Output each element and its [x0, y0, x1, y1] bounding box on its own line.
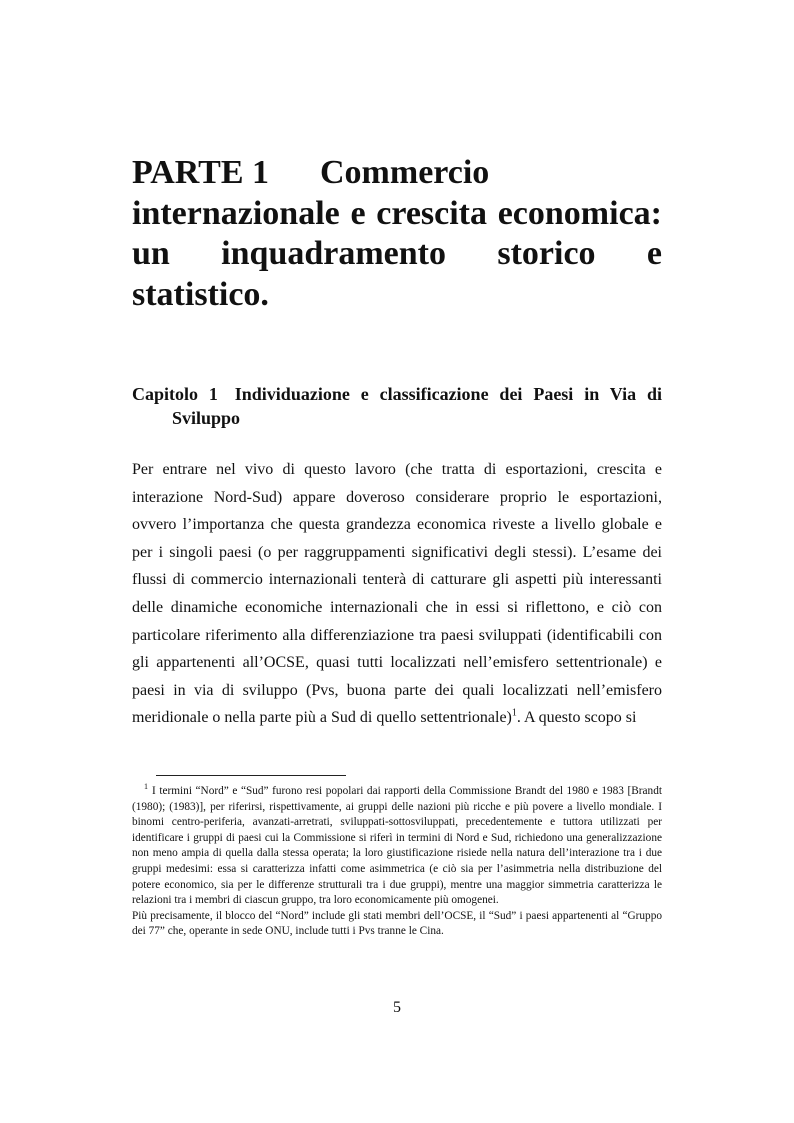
footnote-text: I termini “Nord” e “Sud” furono resi popolari dai rapporti della Commissione Brandt del 1980 e 1983 [Brandt (1980); (1983)], per riferirsi, rispettivamente, ai gruppi delle nazioni più ricche e più povere a livello mondiale. I binomi centro-periferia, avanzati-arretrati, sviluppati-sottosviluppati, precedentemente e tuttora utilizzati per identificare i gruppi di paesi cui la Commissione si riferì in termini di Nord e Sud, richiedono una generalizzazione non meno ampia di quella dalla stessa operata; la loro giustificazione risiede nella natura dell’interazione tra i due gruppi medesimi: essa si caratterizza infatti come asimmetrica (e ciò sia per l’asimmetria nella distribuzione del potere economico, sia per le differenze strutturali tra i due gruppi), mentre una maggior simmetria caratterizza le relazioni tra i membri di ciascun gruppo, tra loro economicamente più omogenei. — [132, 785, 662, 907]
body-paragraph — [132, 456, 662, 732]
chapter-number: Capitolo 1 — [132, 384, 218, 404]
page-number: 5 — [393, 999, 401, 1016]
footnote-reference[interactable]: 1 — [511, 708, 517, 720]
body-text: Per entrare nel vivo di questo lavoro (che tratta di esportazioni, crescita e interazione Nord-Sud) appare doveroso considerare proprio le esportazioni, ovvero l’importanza che questa grandezza economica riveste a livello globale e per i singoli paesi (o per raggruppamenti significativi degli stessi). L’esame dei flussi di commercio internazionali tenterà di catturare gli aspetti più interessanti delle dinamiche economiche internazionali che in essi si riflettono, e ciò con particolare riferimento alla differenziazione tra paesi sviluppati (identificabili con gli appartenenti all’OCSE, quasi tutti localizzati nell’emisfero settentrionale) e paesi in via di sviluppo (Pvs, buona parte dei quali localizzati nell’emisfero meridionale o nella parte più a Sud di quello settentrionale) — [132, 461, 662, 727]
document-page — [132, 0, 662, 1123]
footnote-marker: 1 — [144, 782, 148, 792]
chapter-heading — [132, 382, 662, 430]
footnote-separator — [156, 775, 346, 776]
part-title-text: Commercio internazionale e crescita economica: un inquadramento storico e statistico. — [132, 154, 662, 313]
footnote-paragraph — [132, 784, 662, 909]
footnote — [132, 784, 662, 940]
chapter-title: Individuazione e classificazione dei Paesi in Via di Sviluppo — [172, 384, 662, 428]
footnote-paragraph-2: Più precisamente, il blocco del “Nord” include gli stati membri dell’OCSE, il “Sud” i paesi appartenenti al “Gruppo dei 77” che, operante in sede ONU, include tutti i Pvs tranne le Cina. — [132, 909, 662, 938]
part-title — [132, 153, 662, 315]
body-text-continuation: . A questo scopo si — [516, 709, 637, 727]
part-number: PARTE 1 — [132, 154, 270, 191]
